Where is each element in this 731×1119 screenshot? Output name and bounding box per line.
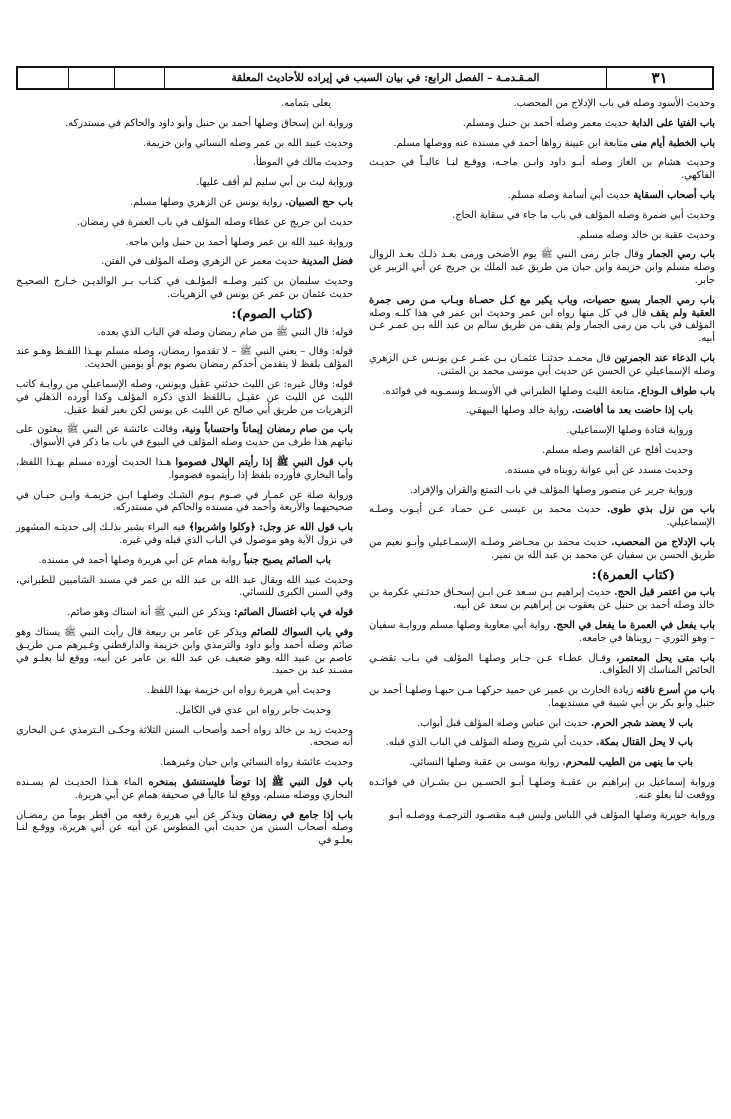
paragraph xyxy=(369,353,715,379)
paragraph-text: ورواية إسماعيل بن إبراهيم بن عقبـة وصلهـا أبـو الحسـين بـن بشـران في فوائـده ووقعت لنا بعلو عنه. xyxy=(369,777,715,801)
paragraph-text: حديث إبراهيم بـن سـعد عـن ابـن إسحـاق حدثـني عكرمة بن خالد وصله أحمد بن حنبل عن يعقوب بن إبراهيم بن سعد عن أبيه. xyxy=(369,587,715,612)
chapter-heading: باب حج الصبيان. xyxy=(285,196,353,208)
paragraph xyxy=(369,653,715,679)
paragraph xyxy=(369,98,715,111)
paragraph-text: رواية أبي معاوية وصلها مسلم وروايـة سفيان – وهو الثوري – رويناها في جامعه. xyxy=(369,619,715,644)
paragraph xyxy=(369,405,715,418)
paragraph-text: ورواية عبيد الله بن عمر وصلها أحمد بن حنبل وابن ماجه. xyxy=(125,236,353,248)
chapter-heading: باب من نزل بذي طوى. xyxy=(607,504,715,516)
paragraph-text: قوله: قال النبي ﷺ من صام رمضان وصله في الباب الذي بعده. xyxy=(97,326,353,338)
chapter-heading: قوله في باب اغتسال الصائم: xyxy=(233,607,353,619)
paragraph-text: حديث أبي شريح وصله المؤلف في الباب الذي قبله. xyxy=(385,737,597,749)
paragraph-text: رواية يونس عن الزهري وصلها مسلم. xyxy=(129,196,286,208)
paragraph xyxy=(369,249,715,287)
paragraph xyxy=(16,177,353,190)
chapter-heading: باب طواف الـوداع. xyxy=(637,385,715,397)
paragraph-text: وحديث مالك في الموطأ. xyxy=(252,157,353,169)
paragraph-text: وحديث جابر رواه ابن عدي في الكامل. xyxy=(175,704,331,716)
paragraph xyxy=(16,138,353,151)
header-empty-cell xyxy=(114,68,164,88)
paragraph-text: وقال جابر رمى النبي ﷺ يوم الأضحى ورمى بعـد ذلـك بعـد الزوال وصله مسلم وابن خزيمة وابن حبان من طريق عبد الملك بن جريج عن أبي الزبير عن جابر. xyxy=(369,249,715,286)
paragraph xyxy=(369,230,715,243)
chapter-heading: باب أصحاب السقاية xyxy=(633,189,715,201)
left-column xyxy=(16,98,353,855)
paragraph xyxy=(16,346,353,372)
paragraph xyxy=(16,217,353,230)
paragraph-text: وحديث زيد بن خالد رواه أحمد وأصحاب السنن الثلاثة وحكـى الـترمذي عـن البخاري أنه صححه. xyxy=(16,724,353,749)
paragraph xyxy=(369,777,715,803)
paragraph-text: قال محمـد حدثنـا عثمـان بـن عمـر عـن يونـس عـن الزهري وصله الإسماعيلي عن الحسن عن حديث أبي موسى محمد بن المثنى. xyxy=(369,352,715,377)
chapter-heading: وفي باب السواك للصائم xyxy=(250,626,354,638)
chapter-heading: باب من صام رمضان إيماناً واحتساباً ونية، xyxy=(181,424,354,436)
chapter-heading: باب قول الله عز وجل: ﴿وكلوا واشربوا﴾ xyxy=(188,522,353,534)
paragraph-text: قوله: وقال – يعني النبي ﷺ – لا تقدموا رمضان، وصله مسلم بهـذا اللفـظ وهـو عند المؤلف بلفظ لا يتقدمن أحدكم رمضان بصوم يوم أو يومين الحديث. xyxy=(16,346,353,371)
paragraph-text: الماء هـذا الحديـث لم يسـنده البخاري ووصله مسلم، ووقع لنا عالياً في صحيفة همام عن أبي هريرة. xyxy=(16,777,353,801)
paragraph-text: وقـال عطـاء عـن جـابر وصلهـا المؤلف في بـاب تقضـي الحائض المناسك إلا الطواف. xyxy=(369,652,715,677)
paragraph-text: ورواية ابن إسحاق وصلها أحمد بن حنبل وأبو داود والحاكم في مستدركه. xyxy=(65,117,353,129)
paragraph xyxy=(16,725,353,751)
chapter-heading: فضل المدينة xyxy=(301,256,353,268)
paragraph xyxy=(369,620,715,646)
chapter-heading: باب يفعل في العمرة ما يفعل في الحج. xyxy=(553,619,715,631)
paragraph-text: قال في كل منها رواه ابن عمر وحديث ابن عمر في هذا كلـه وصله المؤلف في باب من رمى الجمار ولم يقف من طريق سالم بن عبد الله بـن عمـر عـن أبيه. xyxy=(369,307,715,345)
paragraph xyxy=(16,237,353,250)
paragraph xyxy=(369,587,715,613)
paragraph xyxy=(16,157,353,170)
chapter-heading: باب رمي الجمار xyxy=(647,249,716,261)
paragraph xyxy=(16,490,353,516)
section-heading: (كتاب الصوم): xyxy=(231,306,313,322)
paragraph xyxy=(16,757,353,770)
paragraph-text: وحديث أفلح عن القاسم وصله مسلم. xyxy=(542,444,693,456)
chapter-heading: باب قول النبي ﷺ إذا توضأ فليستنشق بمنخره xyxy=(148,777,353,789)
paragraph xyxy=(369,504,715,530)
paragraph xyxy=(369,210,715,223)
chapter-heading: باب رمي الجمار بسبع حصيات، وباب يكبر مع كـل حصـاة وبـاب مـن رمى جمرة العقبة ولم يقف xyxy=(369,294,716,319)
paragraph xyxy=(16,379,353,417)
paragraph xyxy=(16,575,353,601)
chapter-heading: باب إذا جامع في رمضان xyxy=(247,809,353,821)
paragraph-text: حديث أبي أسامة وصله مسلم. xyxy=(507,189,634,201)
paragraph-text: ورواية جرير عن منصور وصلها المؤلف في باب التمتع والقران والإفراد. xyxy=(409,484,693,496)
paragraph xyxy=(369,810,715,823)
chapter-heading: باب متى يحل المعتمر، xyxy=(616,652,715,664)
paragraph xyxy=(16,705,353,718)
chapter-heading: باب إذا حاضت بعد ما أفاضت. xyxy=(571,405,693,417)
paragraph-text: متابعة ابن عيينة رواها أحمد في مسنده عنه ووصلها مسلم. xyxy=(393,137,631,149)
page-number: ٣١ xyxy=(606,68,712,88)
paragraph-text: رواية موسى بن عقبة وصلها النسائي. xyxy=(409,757,563,769)
paragraph-text: رواية خالد وصلها البيهقي. xyxy=(465,405,572,417)
paragraph-text: حديث محمد بن محـاضر وصلـه الإسمـاعيلي وأبـو نعيم من طريق الحسن بن سفيان عن محمد بن عبد الله بن نمير. xyxy=(369,536,715,561)
paragraph xyxy=(369,537,715,563)
paragraph xyxy=(16,98,353,111)
chapter-heading: باب الإدلاج من المحصب. xyxy=(611,536,715,548)
chapter-heading: باب من أسرع ناقته xyxy=(636,685,715,697)
paragraph xyxy=(16,555,353,568)
paragraph xyxy=(16,810,353,848)
paragraph xyxy=(369,718,715,731)
paragraph xyxy=(16,118,353,131)
paragraph-text: ورواية جويرية وصلها المؤلف في اللباس وليس فيـه مقصـود الترجمـة ووصلـه أبـو xyxy=(389,809,715,821)
paragraph-text: متابعة الليث وصلها الطبراني في الأوسـط وسمـويه في فوائده. xyxy=(382,385,638,397)
paragraph xyxy=(16,607,353,620)
page-header xyxy=(16,66,714,90)
paragraph-text: وحديث أبي ضمرة وصله المؤلف في باب ما جاء في سقاية الحاج. xyxy=(452,209,715,221)
paragraph xyxy=(16,685,353,698)
chapter-heading: باب لا يعضد شجر الحرم. xyxy=(590,717,693,729)
chapter-heading: باب لا يحل القتال بمكة. xyxy=(596,737,693,749)
header-empty-cell xyxy=(18,68,68,88)
chapter-heading: باب ما ينهى من الطيب للمحرم. xyxy=(562,757,693,769)
paragraph xyxy=(369,445,715,458)
paragraph xyxy=(16,197,353,210)
paragraph xyxy=(369,685,715,711)
paragraph-text: وحديث عائشة رواه النسائي وابن حبان وغيرهما. xyxy=(159,757,353,769)
paragraph-text: ويذكر عن أبي هريرة رفعه من أفطر يوماً من رمضـان وصله أصحاب السنن من حديث أبي المطوس عن أبيه عن أبي هريرة، ووقـع لنـا بعلـو في xyxy=(16,809,353,847)
paragraph-text: وحديث أبي هريرة رواه ابن خزيمة بهذا اللفظ. xyxy=(146,685,331,697)
paragraph xyxy=(369,757,715,770)
paragraph xyxy=(369,138,715,151)
paragraph-text: فيه البراء يشير بذلـك إلى حديثـه المشهور في نزول الآية وهو موصول في الباب الذي قبله وفي غيره. xyxy=(16,522,353,546)
paragraph xyxy=(369,485,715,498)
paragraph xyxy=(369,157,715,183)
paragraph-text: رواية همام عن أبي هريرة وصلها أحمد في مسنده. xyxy=(38,554,244,566)
paragraph-text: وحديث عقبة بن خالد وصله مسلم. xyxy=(576,229,715,241)
paragraph xyxy=(16,256,353,269)
paragraph-text: زيادة الحارث بن عمير عن حميد حركهـا مـن حبهـا وصلهـا أحمد بن حنبل وأبو بكر بن أبي شيبة في مسنديهما. xyxy=(368,685,715,709)
paragraph xyxy=(369,386,715,399)
paragraph xyxy=(369,190,715,203)
paragraph-text: ورواية ليث بن أبي سليم لم أقف عليها. xyxy=(196,177,353,189)
paragraph-text: حديث معمر عن الزهري وصله المؤلف في الفتن. xyxy=(101,256,302,268)
paragraph xyxy=(16,276,353,302)
paragraph xyxy=(369,295,715,346)
paragraph-text: حديث ابن عباس وصله المؤلف قبل أبواب. xyxy=(417,717,591,729)
chapter-heading: باب قول النبي ﷺ إذا رأيتم الهلال فصوموا xyxy=(175,456,353,468)
paragraph-text: قوله: وقال غيره: عن الليث حدثني عقيل ويونس، وصله الإسماعيلي من روايـة كاتب الليث عن الليث عن عقيـل بـاللفظ الذي ذكره المؤلف وكذا أورده الذهلي في الزهريات من طريق أبي صالح عن الليث عن يونس لكن بغير لفظ عقيل. xyxy=(16,378,353,416)
paragraph-text: ويذكر عن عامر بن ربيعة قال رأيت النبي ﷺ يستاك وهو صائم وصله أحمد وأبو داود والترمذي وابن خزيمة والدارقطني وغـيرهم مـن طريـق عاصم بن عبيد الله وهو ضعيف عن عبد الله بن عامر عن أبيه، ووقع لنا بعلـو في مسـند عبد بن حميد. xyxy=(16,626,353,677)
chapter-heading: باب الفتيا على الدابة xyxy=(631,117,715,129)
paragraph xyxy=(369,465,715,478)
paragraph-text: وقالت عائشة عن النبي ﷺ يبعثون على نياتهم هذا طرف من حديث وصله المؤلف في البيوع في باب ما ذكر في الأسواق. xyxy=(16,424,353,449)
paragraph xyxy=(369,425,715,438)
paragraph-text: وحديث سليمان بن كثير وصلـه المؤلـف في كتـاب بـر الوالديـن خـارج الصحيـح حديث عثمان بن عمر عن يونس في الزهريات. xyxy=(16,276,353,300)
paragraph-text: هـذا الحديث أورده مسلم بهـذا اللفظ، وأما البخاري فأورده بلفظ إذا رأيتموه فصوموا. xyxy=(16,456,353,481)
paragraph-text: ويذكر عن النبي ﷺ أنه استاك وهو صائم. xyxy=(67,607,234,619)
paragraph-text: حديث ابن جريج عن عطاء وصله المؤلف في باب العمرة في رمضان. xyxy=(76,216,353,228)
paragraph xyxy=(16,627,353,678)
paragraph xyxy=(16,457,353,483)
header-title: المـقـدمـة – الفصل الرابع: في بيان السبب في إيراده للأحاديث المعلقة xyxy=(164,68,606,88)
paragraph xyxy=(16,327,353,340)
header-empty-cell xyxy=(68,68,114,88)
chapter-heading: باب الخطبة أيام منى xyxy=(630,137,715,149)
chapter-heading: باب الدعاء عند الجمرتين xyxy=(614,352,716,364)
chapter-heading: باب من اعتمر قبل الحج. xyxy=(614,587,715,599)
paragraph-text: وحديث الأسود وصله في باب الإدلاج من المحصب. xyxy=(513,98,715,109)
section-heading: (كتاب العمرة): xyxy=(591,567,675,583)
chapter-heading: باب الصائم يصبح جنباً xyxy=(243,554,331,566)
paragraph-text: ورواية قتادة وصلها الإسماعيلي. xyxy=(566,425,693,437)
paragraph xyxy=(16,522,353,548)
paragraph-text: وحديث هشام بن الغاز وصله أبـو داود وابـن ماجـه، ووقـع لنـا عاليـاً في حديـث الفاكهي. xyxy=(369,157,715,182)
paragraph-text: وحديث عبيد الله بن عمر وصله النسائي وابن خزيمة. xyxy=(142,137,353,149)
paragraph xyxy=(369,118,715,131)
paragraph xyxy=(369,737,715,750)
right-column xyxy=(369,98,715,829)
paragraph-text: حديث معمر وصله أحمد بن حنبل ومسلم. xyxy=(462,117,632,129)
paragraph xyxy=(16,777,353,803)
paragraph xyxy=(16,424,353,450)
paragraph-text: حديث محمد بن عيسى عـن حمـاد عـن أيـوب وصلـه الإسماعيلي. xyxy=(369,504,715,529)
paragraph-text: يعلى بتمامه. xyxy=(281,98,331,109)
paragraph-text: وحديث عبيد الله ويقال عبد الله بن عبد الله بن عمر في مسند الشاميين للطبراني، وفي السنن الكبرى للنسائي. xyxy=(16,574,353,599)
paragraph-text: ورواية صلة عن عمـار في صـوم يـوم الشـك وصلهـا ابـن خزيمـة وابـن حبـان في صحيحيهما والأربعة وأحمد في مسنده والحاكم في مستدركه. xyxy=(16,489,353,514)
paragraph-text: وحديث مسدد عن أبي عوانة رويناه في مسنده. xyxy=(504,464,693,476)
